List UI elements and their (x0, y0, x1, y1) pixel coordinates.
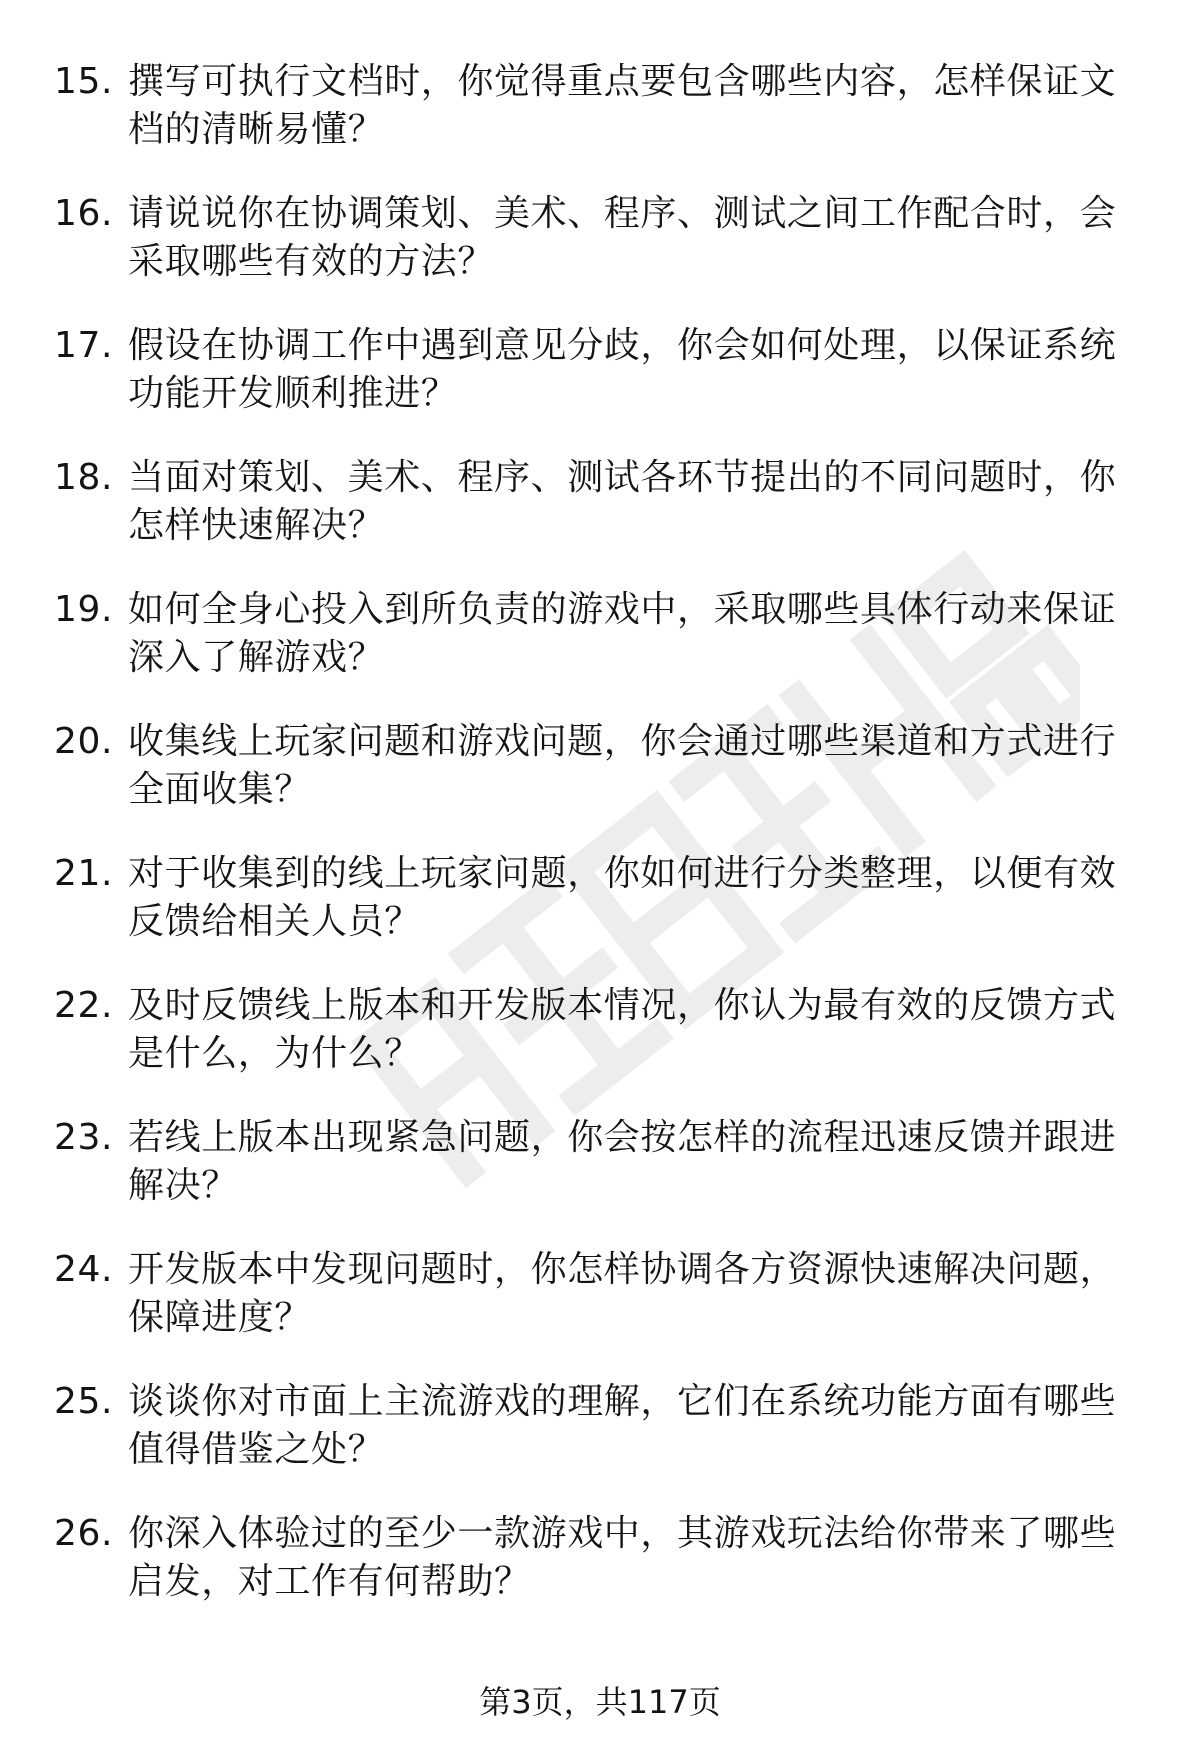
question-number: 22. (54, 985, 114, 1026)
question-text: 收集线上玩家问题和游戏问题，你会通过哪些渠道和方式进行全面收集？ (128, 721, 1117, 810)
question-text: 假设在协调工作中遇到意见分歧，你会如何处理，以保证系统功能开发顺利推进？ (128, 325, 1117, 414)
question-item (54, 1378, 1144, 1474)
question-text: 请说说你在协调策划、美术、程序、测试之间工作配合时，会采取哪些有效的方法？ (128, 193, 1117, 282)
question-text: 你深入体验过的至少一款游戏中，其游戏玩法给你带来了哪些启发，对工作有何帮助？ (128, 1513, 1117, 1602)
question-number: 20. (54, 721, 114, 762)
question-number: 15. (54, 61, 114, 102)
question-number: 16. (54, 193, 114, 234)
question-text: 谈谈你对市面上主流游戏的理解，它们在系统功能方面有哪些值得借鉴之处？ (128, 1381, 1117, 1470)
question-item (54, 58, 1144, 154)
question-item (54, 454, 1144, 550)
question-number: 18. (54, 457, 114, 498)
question-text: 如何全身心投入到所负责的游戏中，采取哪些具体行动来保证深入了解游戏？ (128, 589, 1117, 678)
question-item (54, 190, 1144, 286)
question-item (54, 322, 1144, 418)
question-item (54, 586, 1144, 682)
question-text: 当面对策划、美术、程序、测试各环节提出的不同问题时，你怎样快速解决？ (128, 457, 1117, 546)
question-text: 开发版本中发现问题时，你怎样协调各方资源快速解决问题，保障进度？ (128, 1249, 1117, 1338)
question-number: 19. (54, 589, 114, 630)
question-number: 24. (54, 1249, 114, 1290)
question-text: 撰写可执行文档时，你觉得重点要包含哪些内容，怎样保证文档的清晰易懂？ (128, 61, 1117, 150)
question-list (54, 58, 1144, 1642)
question-number: 17. (54, 325, 114, 366)
question-item (54, 1246, 1144, 1342)
question-number: 26. (54, 1513, 114, 1554)
question-item (54, 850, 1144, 946)
page-footer: 第3页，共117页 (479, 1683, 721, 1721)
question-text: 及时反馈线上版本和开发版本情况，你认为最有效的反馈方式是什么，为什么？ (128, 985, 1117, 1074)
question-text: 若线上版本出现紧急问题，你会按怎样的流程迅速反馈并跟进解决？ (128, 1117, 1117, 1206)
question-item (54, 1510, 1144, 1606)
question-item (54, 982, 1144, 1078)
question-item (54, 718, 1144, 814)
question-number: 25. (54, 1381, 114, 1422)
question-item (54, 1114, 1144, 1210)
question-text: 对于收集到的线上玩家问题，你如何进行分类整理，以便有效反馈给相关人员？ (128, 853, 1117, 942)
question-number: 21. (54, 853, 114, 894)
question-number: 23. (54, 1117, 114, 1158)
